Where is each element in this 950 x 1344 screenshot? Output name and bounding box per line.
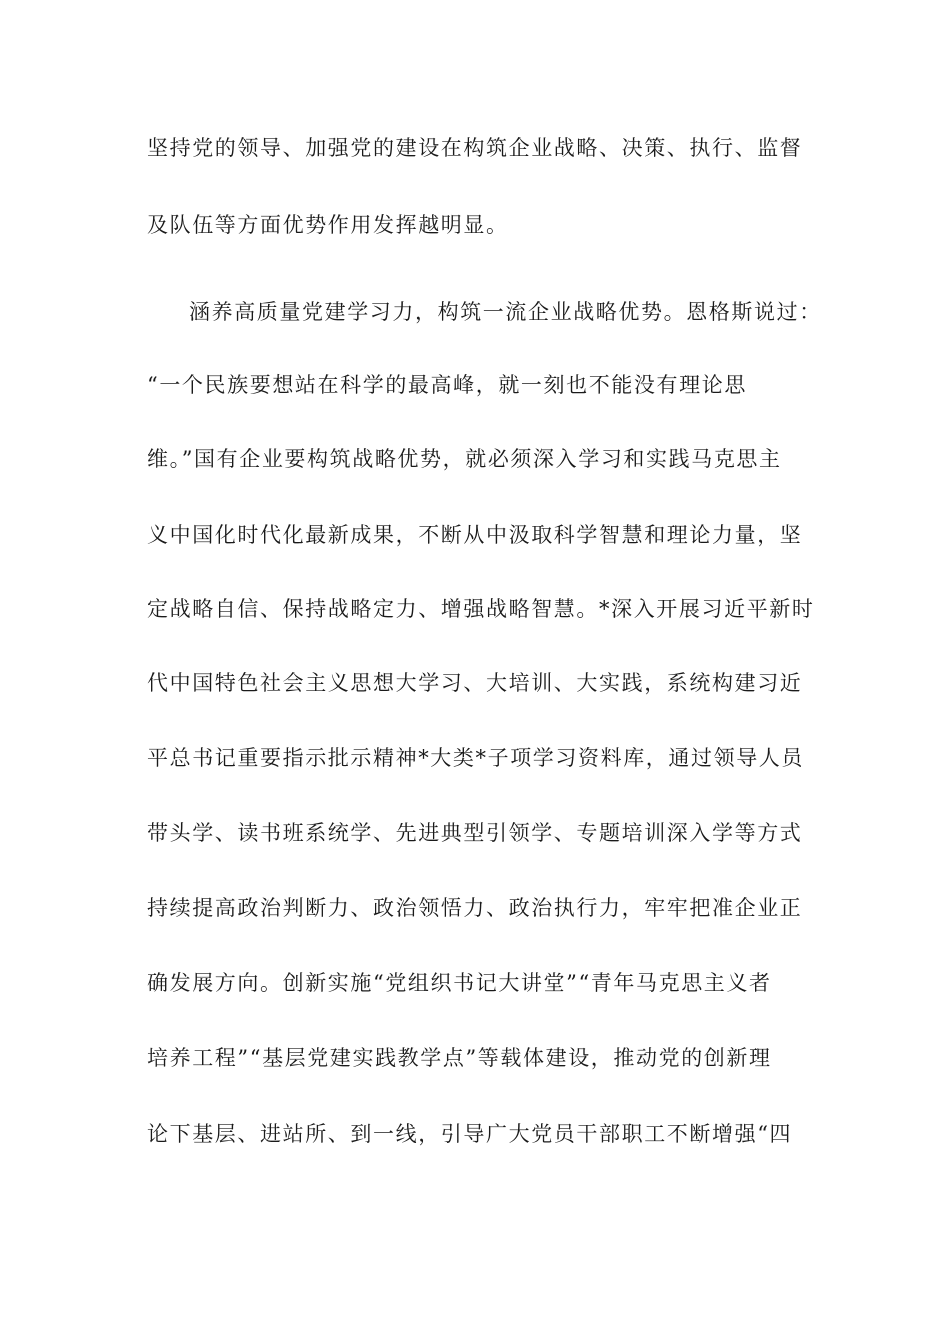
text-line: 代中国特色社会主义思想大学习、大培训、大实践，系统构建习近: [147, 671, 803, 695]
text-line: 论下基层、进站所、到一线，引导广大党员干部职工不断增强“四: [147, 1122, 793, 1146]
text-line: “一个民族要想站在科学的最高峰，就一刻也不能没有理论思: [147, 373, 747, 397]
text-line: 持续提高政治判断力、政治领悟力、政治执行力，牢牢把准企业正: [147, 896, 803, 920]
text-line: 义中国化时代化最新成果，不断从中汲取科学智慧和理论力量，坚: [147, 523, 803, 547]
text-line: 维。”国有企业要构筑战略优势，就必须深入学习和实践马克思主: [147, 447, 782, 471]
text-line: 坚持党的领导、加强党的建设在构筑企业战略、决策、执行、监督: [147, 136, 803, 160]
text-line: 及队伍等方面优势作用发挥越明显。: [147, 213, 509, 237]
text-line: 培养工程”“基层党建实践教学点”等载体建设，推动党的创新理: [147, 1046, 772, 1070]
text-line: 带头学、读书班系统学、先进典型引领学、专题培训深入学等方式: [147, 821, 803, 845]
text-line: 确发展方向。创新实施“党组织书记大讲堂”“青年马克思主义者: [147, 971, 772, 995]
text-line: 定战略自信、保持战略定力、增强战略智慧。*深入开展习近平新时: [147, 597, 815, 621]
paragraph-first-line: 涵养高质量党建学习力，构筑一流企业战略优势。恩格斯说过：: [189, 300, 822, 324]
text-line: 平总书记重要指示批示精神*大类*子项学习资料库，通过领导人员: [147, 746, 804, 770]
